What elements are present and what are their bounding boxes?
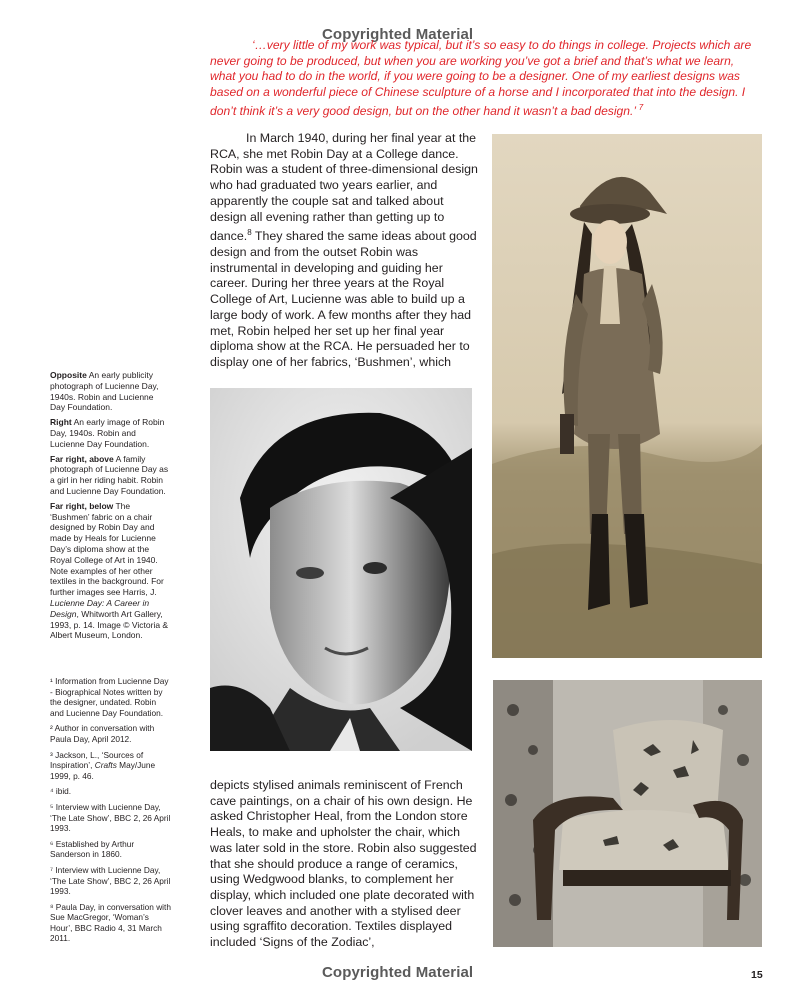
- body-paragraph-1b: They shared the same ideas about good design and from the outset Robin was instrumental in developing and guiding her career. During her three years at the Royal College of Art, Lucienne was able to build up a large body of work. A few months after they had met, Robin helped her set up her final year diploma show at the RCA. He persuaded her to display one of her fabrics, ‘Bushmen’, which: [210, 229, 477, 369]
- pull-quote-text: ‘…very little of my work was typical, but it’s so easy to do things in college. Projects which are never going to be produced, but when you are working you’ve got a brief and that’s what we learn, what you had to do in the world, if you were going to be a designer. One of my earliest designs was based on a wonderful piece of Chinese sculpture of a horse and I incorporated that into the design. I don’t think it’s a very good design, but on the other hand it wasn’t a bad design.’: [210, 38, 752, 119]
- pull-quote: [210, 38, 762, 120]
- photo-bushmen-chair: [493, 680, 762, 947]
- footnote-3-journal: Crafts: [94, 760, 117, 771]
- caption-far-right-below: [50, 501, 170, 641]
- caption-text: An early image of Robin Day, 1940s. Robin and Lucienne Day Foundation.: [50, 417, 165, 449]
- caption-label: Far right, above: [50, 453, 114, 464]
- footnote-6: ⁶ Established by Arthur Sanderson in 1860.: [50, 838, 135, 860]
- caption-opposite: [50, 370, 170, 413]
- picture-captions: [50, 370, 170, 645]
- caption-text: , Whitworth Art Gallery, 1993, p. 14. Image © Victoria & Albert Museum, London.: [50, 608, 169, 641]
- footnote-ref-8[interactable]: 8: [247, 228, 252, 238]
- body-paragraph-1: [210, 131, 482, 371]
- footnote-5: ⁵ Interview with Lucienne Day, ‘The Late Show’, BBC 2, 26 April 1993.: [50, 801, 171, 834]
- caption-label: Opposite: [50, 370, 87, 380]
- footnote-8: ⁸ Paula Day, in conversation with Sue MacGregor, ‘Woman’s Hour’, BBC Radio 4, 31 March 2011.: [50, 901, 171, 944]
- caption-text: A family photograph of Lucienne Day as a girl in her riding habit. Robin and Lucienne Day Foundation.: [50, 453, 169, 496]
- body-paragraph-1a: In March 1940, during her final year at the RCA, she met Robin Day at a College dance. Robin was a student of three-dimensional design who had graduated two years earlier, and apparently the couple sat and talked about design all evening rather than getting up to dance.: [210, 131, 478, 244]
- caption-text: An early publicity photograph of Lucienne Day, 1940s. Robin and Lucienne Day Foundation.: [50, 370, 159, 413]
- footnote-3-date: May/June 1999, p. 46.: [50, 760, 156, 781]
- caption-label: Right: [50, 417, 72, 428]
- body-paragraph-2: depicts stylised animals reminiscent of French cave paintings, on a chair of his own design. He asked Christopher Heal, from the London store Heals, to make and upholster the chair, which was later sold in the store. Robin also suggested that she should produce a range of ceramics, using Wedgwood blanks, to complement her display, which included one plate decorated with clover leaves and another with a stylised deer using sgraffito decoration. Textiles displayed included ‘Signs of the Zodiac’,: [210, 778, 477, 950]
- caption-text: The ‘Bushmen’ fabric on a chair designed by Robin Day and made by Heals for Lucienne Day’s diploma show at the Royal College of Art in 1940. Note examples of her other textiles in the background. For further images see Harris, J.: [50, 500, 164, 598]
- footnote-3-text: ³ Jackson, L., ‘Sources of Inspiration’,: [50, 749, 144, 771]
- footnote-3: [50, 750, 172, 782]
- footnote-4: ⁴ ibid.: [50, 786, 72, 797]
- page-number: 15: [751, 969, 763, 981]
- caption-book-title: Lucienne Day: A Career in Design: [50, 597, 150, 619]
- caption-right: [50, 417, 170, 449]
- photo-robin-day-portrait: [210, 388, 472, 751]
- footnotes: [50, 676, 172, 949]
- watermark-bottom: Copyrighted Material: [322, 964, 474, 981]
- footnote-1: ¹ Information from Lucienne Day - Biographical Notes written by the designer, undated. Robin and Lucienne Day Foundation.: [50, 676, 169, 718]
- quote-footnote-ref[interactable]: 7: [638, 103, 644, 113]
- watermark-top: Copyrighted Material: [322, 26, 474, 43]
- photo-lucienne-riding-habit: [492, 134, 762, 658]
- caption-label: Far right, below: [50, 500, 114, 511]
- caption-far-right-above: [50, 454, 170, 497]
- footnote-7: ⁷ Interview with Lucienne Day, ‘The Late Show’, BBC 2, 26 April 1993.: [50, 864, 171, 897]
- footnote-2: ² Author in conversation with Paula Day, April 2012.: [50, 723, 155, 744]
